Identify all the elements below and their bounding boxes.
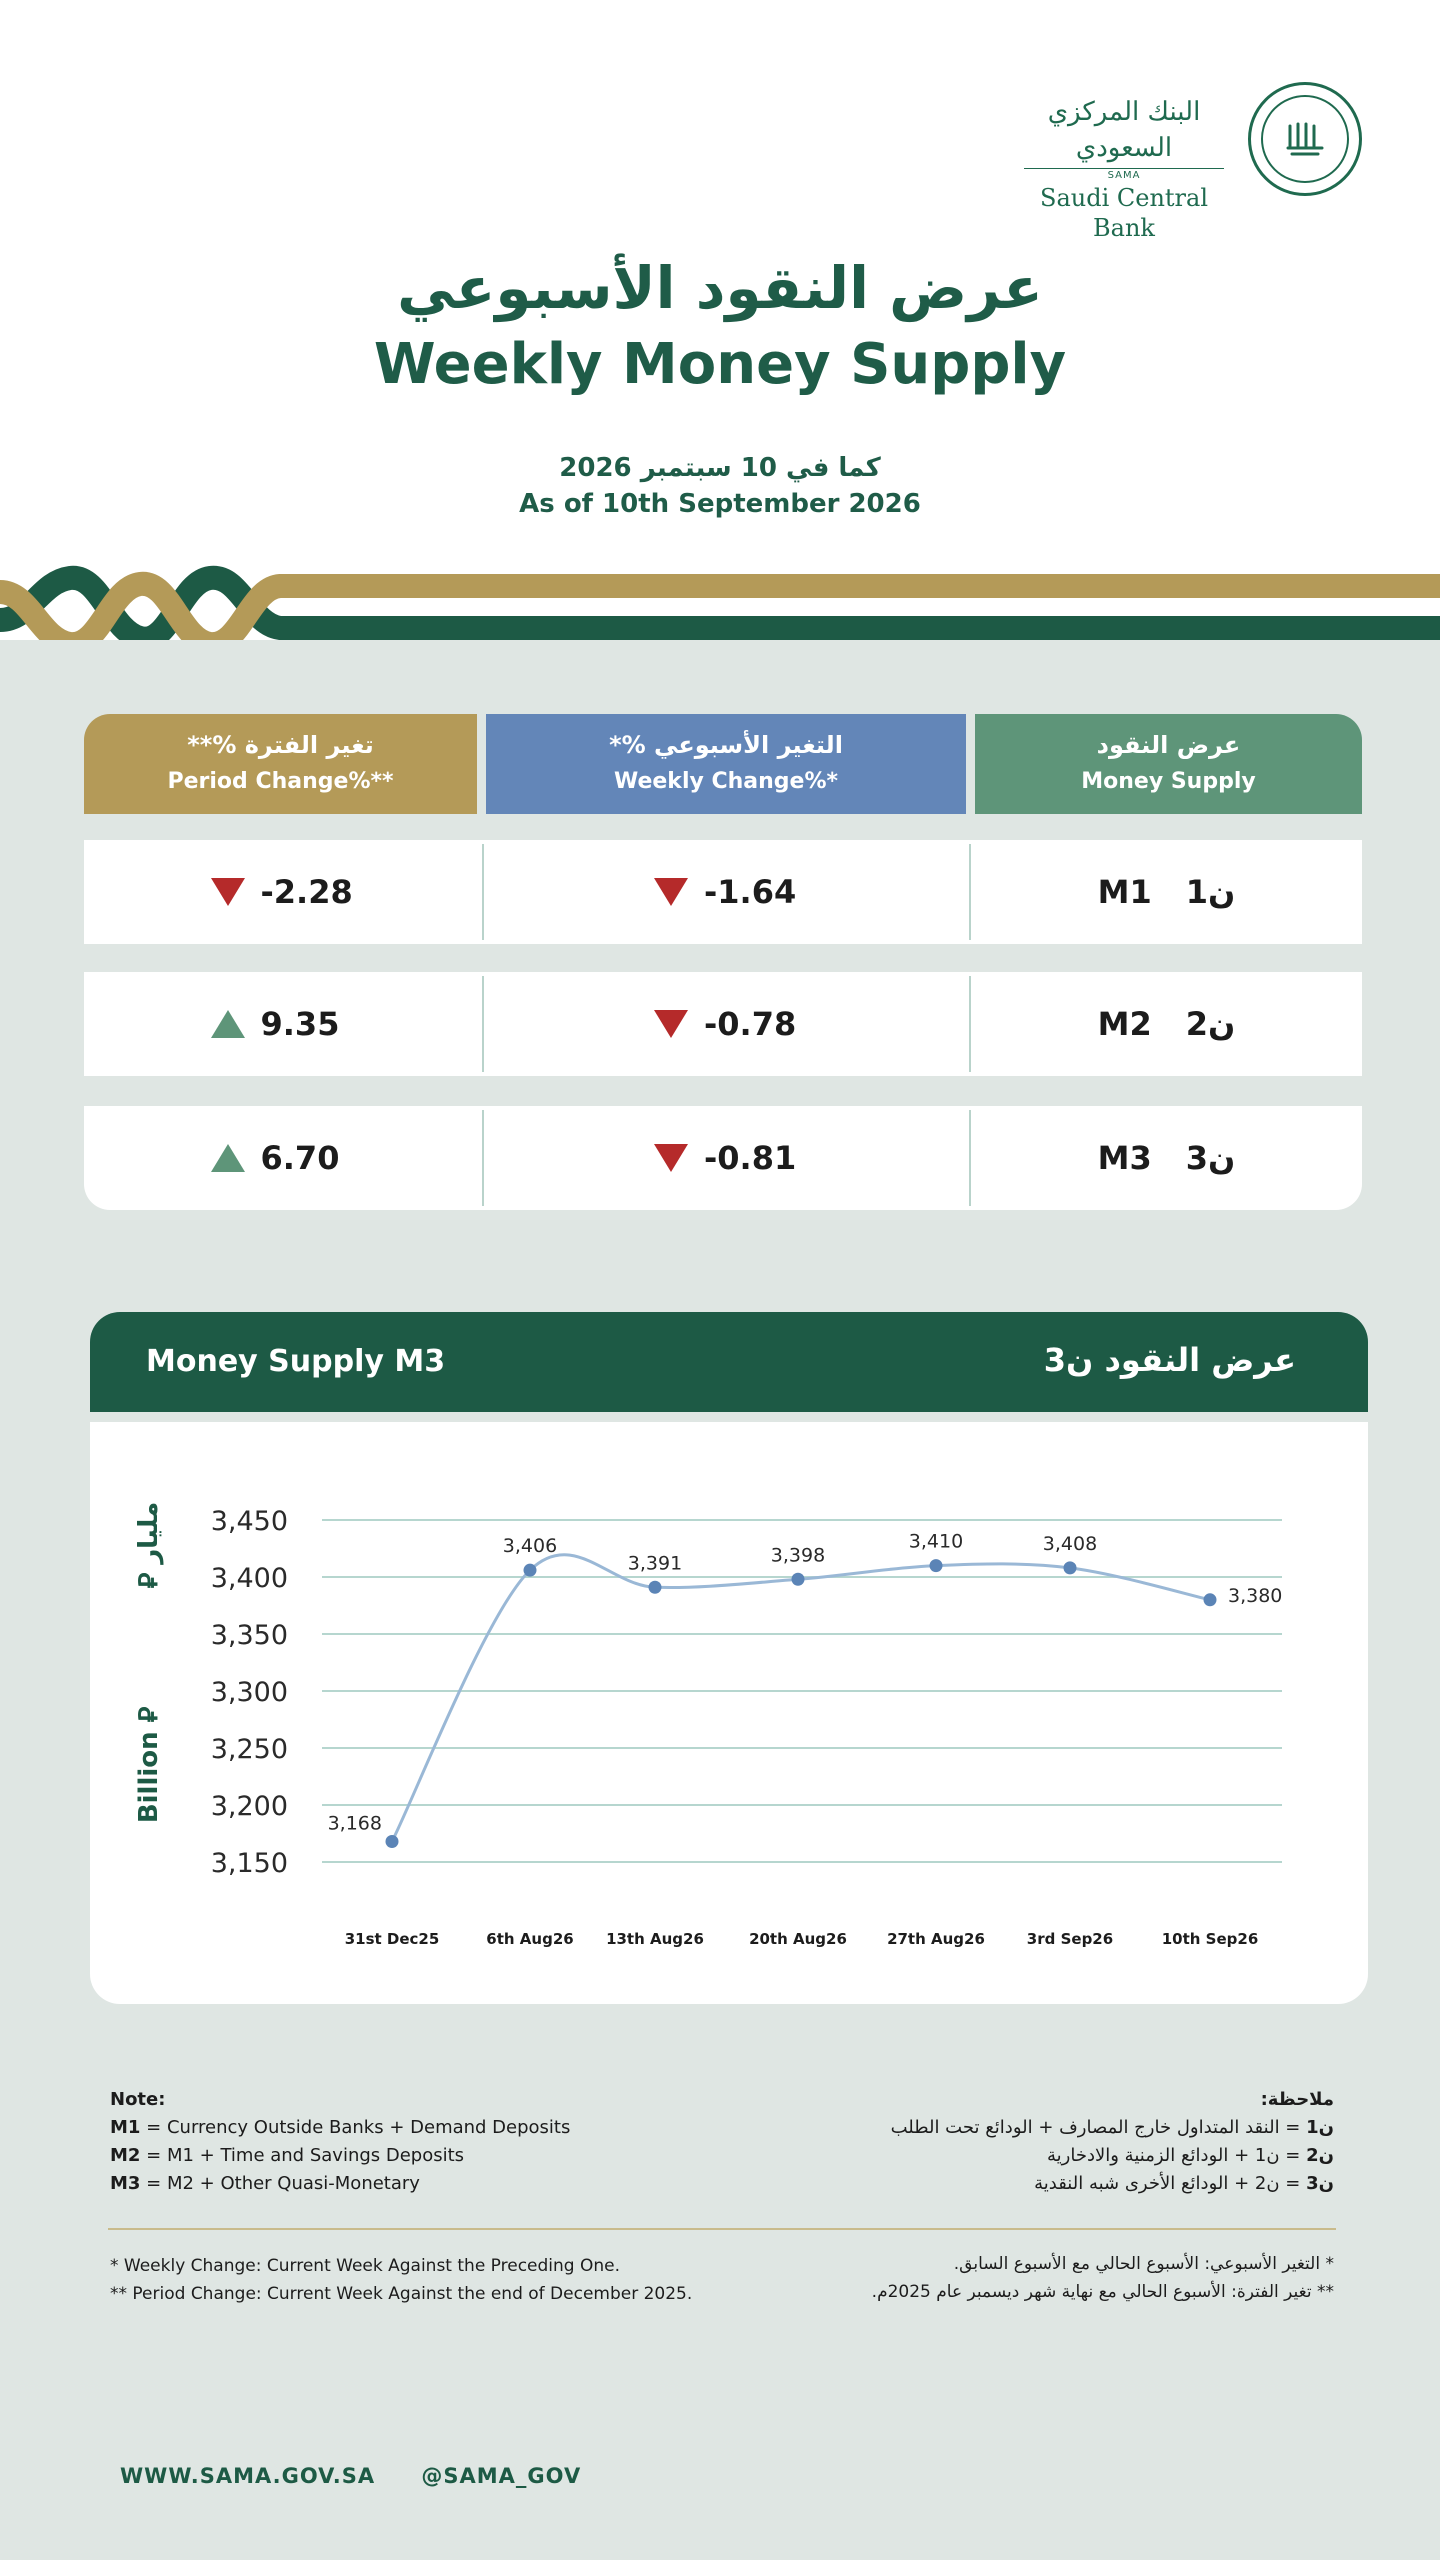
- note-line-m1: [110, 2114, 730, 2142]
- note-text: = ن2 + الودائع الأخرى شبه النقدية: [1034, 2173, 1307, 2194]
- data-point: [524, 1564, 537, 1577]
- logo-sama-label: SAMA: [1024, 168, 1224, 183]
- data-label: 3,391: [627, 1552, 683, 1575]
- x-tick-label: 13th Aug26: [606, 1930, 704, 1948]
- footnote-period: ** Period Change: Current Week Against the end of December 2025.: [110, 2284, 693, 2304]
- footnote-weekly-ar: * التغير الأسبوعي: الأسبوع الحالي مع الأسبوع السابق.: [953, 2254, 1334, 2274]
- data-label: 3,406: [502, 1535, 558, 1558]
- y-tick-label: 3,400: [210, 1563, 288, 1594]
- footer: [120, 2464, 619, 2488]
- social-handle-link[interactable]: @SAMA_GOV: [421, 2464, 582, 2488]
- logo-english-name: Saudi Central Bank: [1040, 184, 1208, 242]
- logo-arabic-name: البنك المركزي السعودي: [1047, 97, 1201, 163]
- note-term: M1: [110, 2117, 141, 2138]
- x-tick-label: 31st Dec25: [344, 1930, 440, 1948]
- sama-logo: [962, 82, 1362, 242]
- y-tick-label: 3,150: [210, 1848, 288, 1879]
- data-point: [930, 1559, 943, 1572]
- m3-line-chart: [90, 1422, 1368, 2004]
- date-arabic: كما في 10 سبتمبر 2026: [559, 453, 881, 483]
- y-tick-label: 3,300: [210, 1677, 288, 1708]
- y-tick-label: 3,250: [210, 1734, 288, 1765]
- sama-seal-icon: [1248, 82, 1362, 196]
- note-term: M2: [110, 2145, 141, 2166]
- weekly-change-cell: [483, 1106, 970, 1210]
- money-supply-cell: [971, 840, 1362, 944]
- down-arrow-icon: [654, 1010, 688, 1038]
- website-link[interactable]: WWW.SAMA.GOV.SA: [120, 2464, 376, 2488]
- weekly-change-cell: [483, 972, 970, 1076]
- y-tick-label: 3,450: [210, 1506, 288, 1537]
- money-supply-en: M1: [1097, 873, 1152, 911]
- money-supply-en: M2: [1097, 1005, 1152, 1043]
- note-text: = M2 + Other Quasi-Monetary: [140, 2173, 420, 2194]
- y-tick-label: 3,200: [210, 1791, 288, 1822]
- note-term: ن2: [1306, 2145, 1334, 2166]
- period-change-value: 6.70: [260, 1139, 340, 1177]
- note-text: = M1 + Time and Savings Deposits: [140, 2145, 465, 2166]
- y-axis-unit-english: Billion ⃁: [134, 1706, 164, 1824]
- note-line-n1: [714, 2114, 1334, 2142]
- money-supply-ar: ن2: [1185, 1005, 1236, 1043]
- weekly-change-value: -0.78: [704, 1005, 797, 1043]
- money-supply-cell: [971, 972, 1362, 1076]
- note-text: = Currency Outside Banks + Demand Deposits: [140, 2117, 571, 2138]
- down-arrow-icon: [654, 878, 688, 906]
- up-arrow-icon: [211, 1010, 245, 1038]
- money-supply-ar: ن1: [1185, 873, 1236, 911]
- chart-title-ar: عرض النقود ن3: [1043, 1341, 1296, 1379]
- note-term: ن3: [1306, 2173, 1334, 2194]
- y-tick-label: 3,350: [210, 1620, 288, 1651]
- data-point: [1064, 1561, 1077, 1574]
- note-title: Note:: [110, 2089, 166, 2110]
- notes-divider: [108, 2228, 1336, 2230]
- header-weekly-change: [486, 714, 966, 814]
- note-line-m2: [110, 2142, 730, 2170]
- weekly-change-value: -0.81: [704, 1139, 797, 1177]
- down-arrow-icon: [211, 878, 245, 906]
- footnotes-arabic: [714, 2250, 1334, 2306]
- period-change-cell: [84, 1106, 482, 1210]
- period-change-cell: [84, 840, 482, 944]
- money-supply-en: M3: [1097, 1139, 1152, 1177]
- weekly-change-cell: [483, 840, 970, 944]
- note-title-ar: ملاحظة:: [1260, 2089, 1334, 2110]
- period-change-value: -2.28: [260, 873, 353, 911]
- table-row-m2: [84, 972, 1362, 1076]
- data-point: [792, 1573, 805, 1586]
- header-period-change-en: Period Change%**: [167, 769, 394, 794]
- note-text: = النقد المتداول خارج المصارف + الودائع تحت الطلب: [890, 2117, 1307, 2138]
- note-term: M3: [110, 2173, 141, 2194]
- note-line-n2: [714, 2142, 1334, 2170]
- y-axis-unit-arabic: مليار ⃁: [134, 1501, 164, 1589]
- x-tick-label: 20th Aug26: [749, 1930, 847, 1948]
- data-label: 3,168: [327, 1812, 382, 1835]
- chart-title-en: Money Supply M3: [146, 1344, 446, 1379]
- header-money-supply-en: Money Supply: [1081, 769, 1256, 794]
- data-label: 3,398: [770, 1544, 826, 1567]
- page-title-arabic: عرض النقود الأسبوعي: [397, 254, 1043, 322]
- table-row-m3: [84, 1106, 1362, 1210]
- up-arrow-icon: [211, 1144, 245, 1172]
- data-point: [1204, 1593, 1217, 1606]
- x-tick-label: 10th Sep26: [1161, 1930, 1259, 1948]
- note-text: = ن1 + الودائع الزمنية والادخارية: [1047, 2145, 1307, 2166]
- summary-table-header: [84, 714, 1362, 814]
- data-label: 3,410: [908, 1530, 964, 1553]
- notes-english: [110, 2086, 730, 2198]
- data-label: 3,408: [1042, 1532, 1098, 1555]
- footnote-weekly: * Weekly Change: Current Week Against the Preceding One.: [110, 2256, 621, 2276]
- data-label: 3,380: [1228, 1584, 1283, 1607]
- note-line-n3: [714, 2170, 1334, 2198]
- header-weekly-change-ar: التغير الأسبوعي %*: [609, 731, 843, 759]
- money-supply-ar: ن3: [1185, 1139, 1236, 1177]
- chart-header: [90, 1312, 1368, 1412]
- page-title: Weekly Money Supply: [373, 332, 1067, 397]
- notes-arabic: [714, 2086, 1334, 2198]
- note-line-m3: [110, 2170, 730, 2198]
- period-change-cell: [84, 972, 482, 1076]
- money-supply-cell: [971, 1106, 1362, 1210]
- header-money-supply: [975, 714, 1362, 814]
- note-term: ن1: [1306, 2117, 1334, 2138]
- header-period-change-ar: تغير الفترة %**: [187, 731, 374, 759]
- period-change-value: 9.35: [260, 1005, 340, 1043]
- weekly-change-value: -1.64: [704, 873, 797, 911]
- table-row-m1: [84, 840, 1362, 944]
- data-point: [386, 1835, 399, 1848]
- x-tick-label: 27th Aug26: [887, 1930, 985, 1948]
- header-period-change: [84, 714, 477, 814]
- footnote-period-ar: ** تغير الفترة: الأسبوع الحالي مع نهاية شهر ديسمبر عام 2025م.: [871, 2282, 1334, 2302]
- header-money-supply-ar: عرض النقود: [1096, 731, 1241, 759]
- series-line-m3: [392, 1555, 1210, 1842]
- x-tick-label: 3rd Sep26: [1026, 1930, 1114, 1948]
- header-weekly-change-en: Weekly Change%*: [613, 769, 839, 794]
- down-arrow-icon: [654, 1144, 688, 1172]
- data-point: [649, 1581, 662, 1594]
- footnotes-english: [110, 2252, 730, 2308]
- date-english: As of 10th September 2026: [519, 489, 921, 519]
- x-tick-label: 6th Aug26: [486, 1930, 574, 1948]
